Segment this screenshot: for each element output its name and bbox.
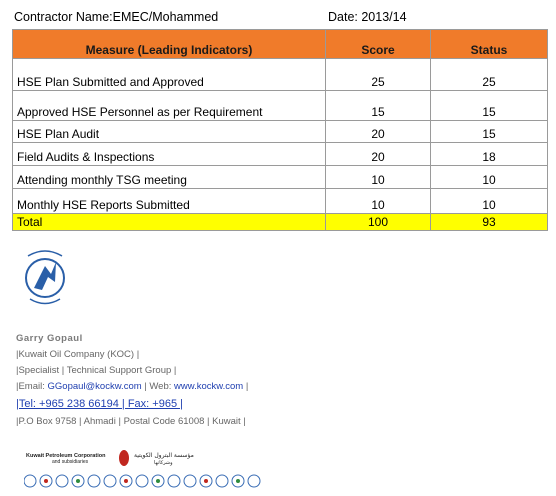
table-row — [13, 121, 548, 143]
total-status: 93 — [431, 214, 548, 231]
signature-contact: |Email: GGopaul@kockw.com | Web: www.kockw.com | — [16, 381, 249, 392]
signature-company: |Kuwait Oil Company (KOC) | — [16, 349, 140, 360]
measure-cell: Monthly HSE Reports Submitted — [13, 189, 326, 214]
signature-role: |Specialist | Technical Support Group | — [16, 365, 177, 376]
signature-address: |P.O Box 9758 | Ahmadi | Postal Code 61008 | Kuwait | — [16, 416, 246, 427]
kpc-brand-ar-sub: وشركاتها — [154, 460, 173, 466]
status-cell: 18 — [431, 143, 548, 166]
koc-logo-icon — [20, 244, 70, 314]
measure-cell: Field Audits & Inspections — [13, 143, 326, 166]
score-cell: 25 — [326, 59, 431, 91]
table-row — [13, 143, 548, 166]
contractor-name: Contractor Name:EMEC/Mohammed — [14, 10, 219, 24]
report-date: Date: 2013/14 — [328, 10, 407, 24]
total-score: 100 — [326, 214, 431, 231]
email-link[interactable]: GGopaul@kockw.com — [47, 381, 142, 392]
column-header-measure: Measure (Leading Indicators) — [13, 30, 326, 59]
score-cell: 10 — [326, 189, 431, 214]
column-header-score: Score — [326, 30, 431, 59]
status-cell: 10 — [431, 189, 548, 214]
kpc-brand-ar: مؤسسة البترول الكويتية — [134, 452, 194, 459]
score-cell: 20 — [326, 143, 431, 166]
measure-cell: HSE Plan Submitted and Approved — [13, 59, 326, 91]
measure-cell: Attending monthly TSG meeting — [13, 166, 326, 189]
measure-cell: Approved HSE Personnel as per Requirement — [13, 91, 326, 121]
signature-name: Garry Gopaul — [16, 333, 83, 344]
score-cell: 20 — [326, 121, 431, 143]
table-row — [13, 59, 548, 91]
kpc-brand-en-sub: and subsidiaries — [52, 459, 89, 465]
signature-phone[interactable]: |Tel: +965 238 66194 | Fax: +965 | — [16, 398, 183, 410]
kpc-brand-en: Kuwait Petroleum Corporation — [26, 453, 106, 459]
score-cell: 15 — [326, 91, 431, 121]
status-cell: 25 — [431, 59, 548, 91]
total-row — [13, 214, 548, 231]
kpi-table — [12, 29, 548, 231]
status-cell: 10 — [431, 166, 548, 189]
table-row — [13, 189, 548, 214]
web-link[interactable]: www.kockw.com — [174, 381, 244, 392]
measure-cell: HSE Plan Audit — [13, 121, 326, 143]
status-cell: 15 — [431, 121, 548, 143]
table-row — [13, 91, 548, 121]
score-cell: 10 — [326, 166, 431, 189]
kpc-footer-logo-icon — [24, 448, 264, 490]
column-header-status: Status — [431, 30, 548, 59]
table-row — [13, 166, 548, 189]
status-cell: 15 — [431, 91, 548, 121]
table-header-row — [13, 30, 548, 59]
total-label: Total — [13, 214, 326, 231]
